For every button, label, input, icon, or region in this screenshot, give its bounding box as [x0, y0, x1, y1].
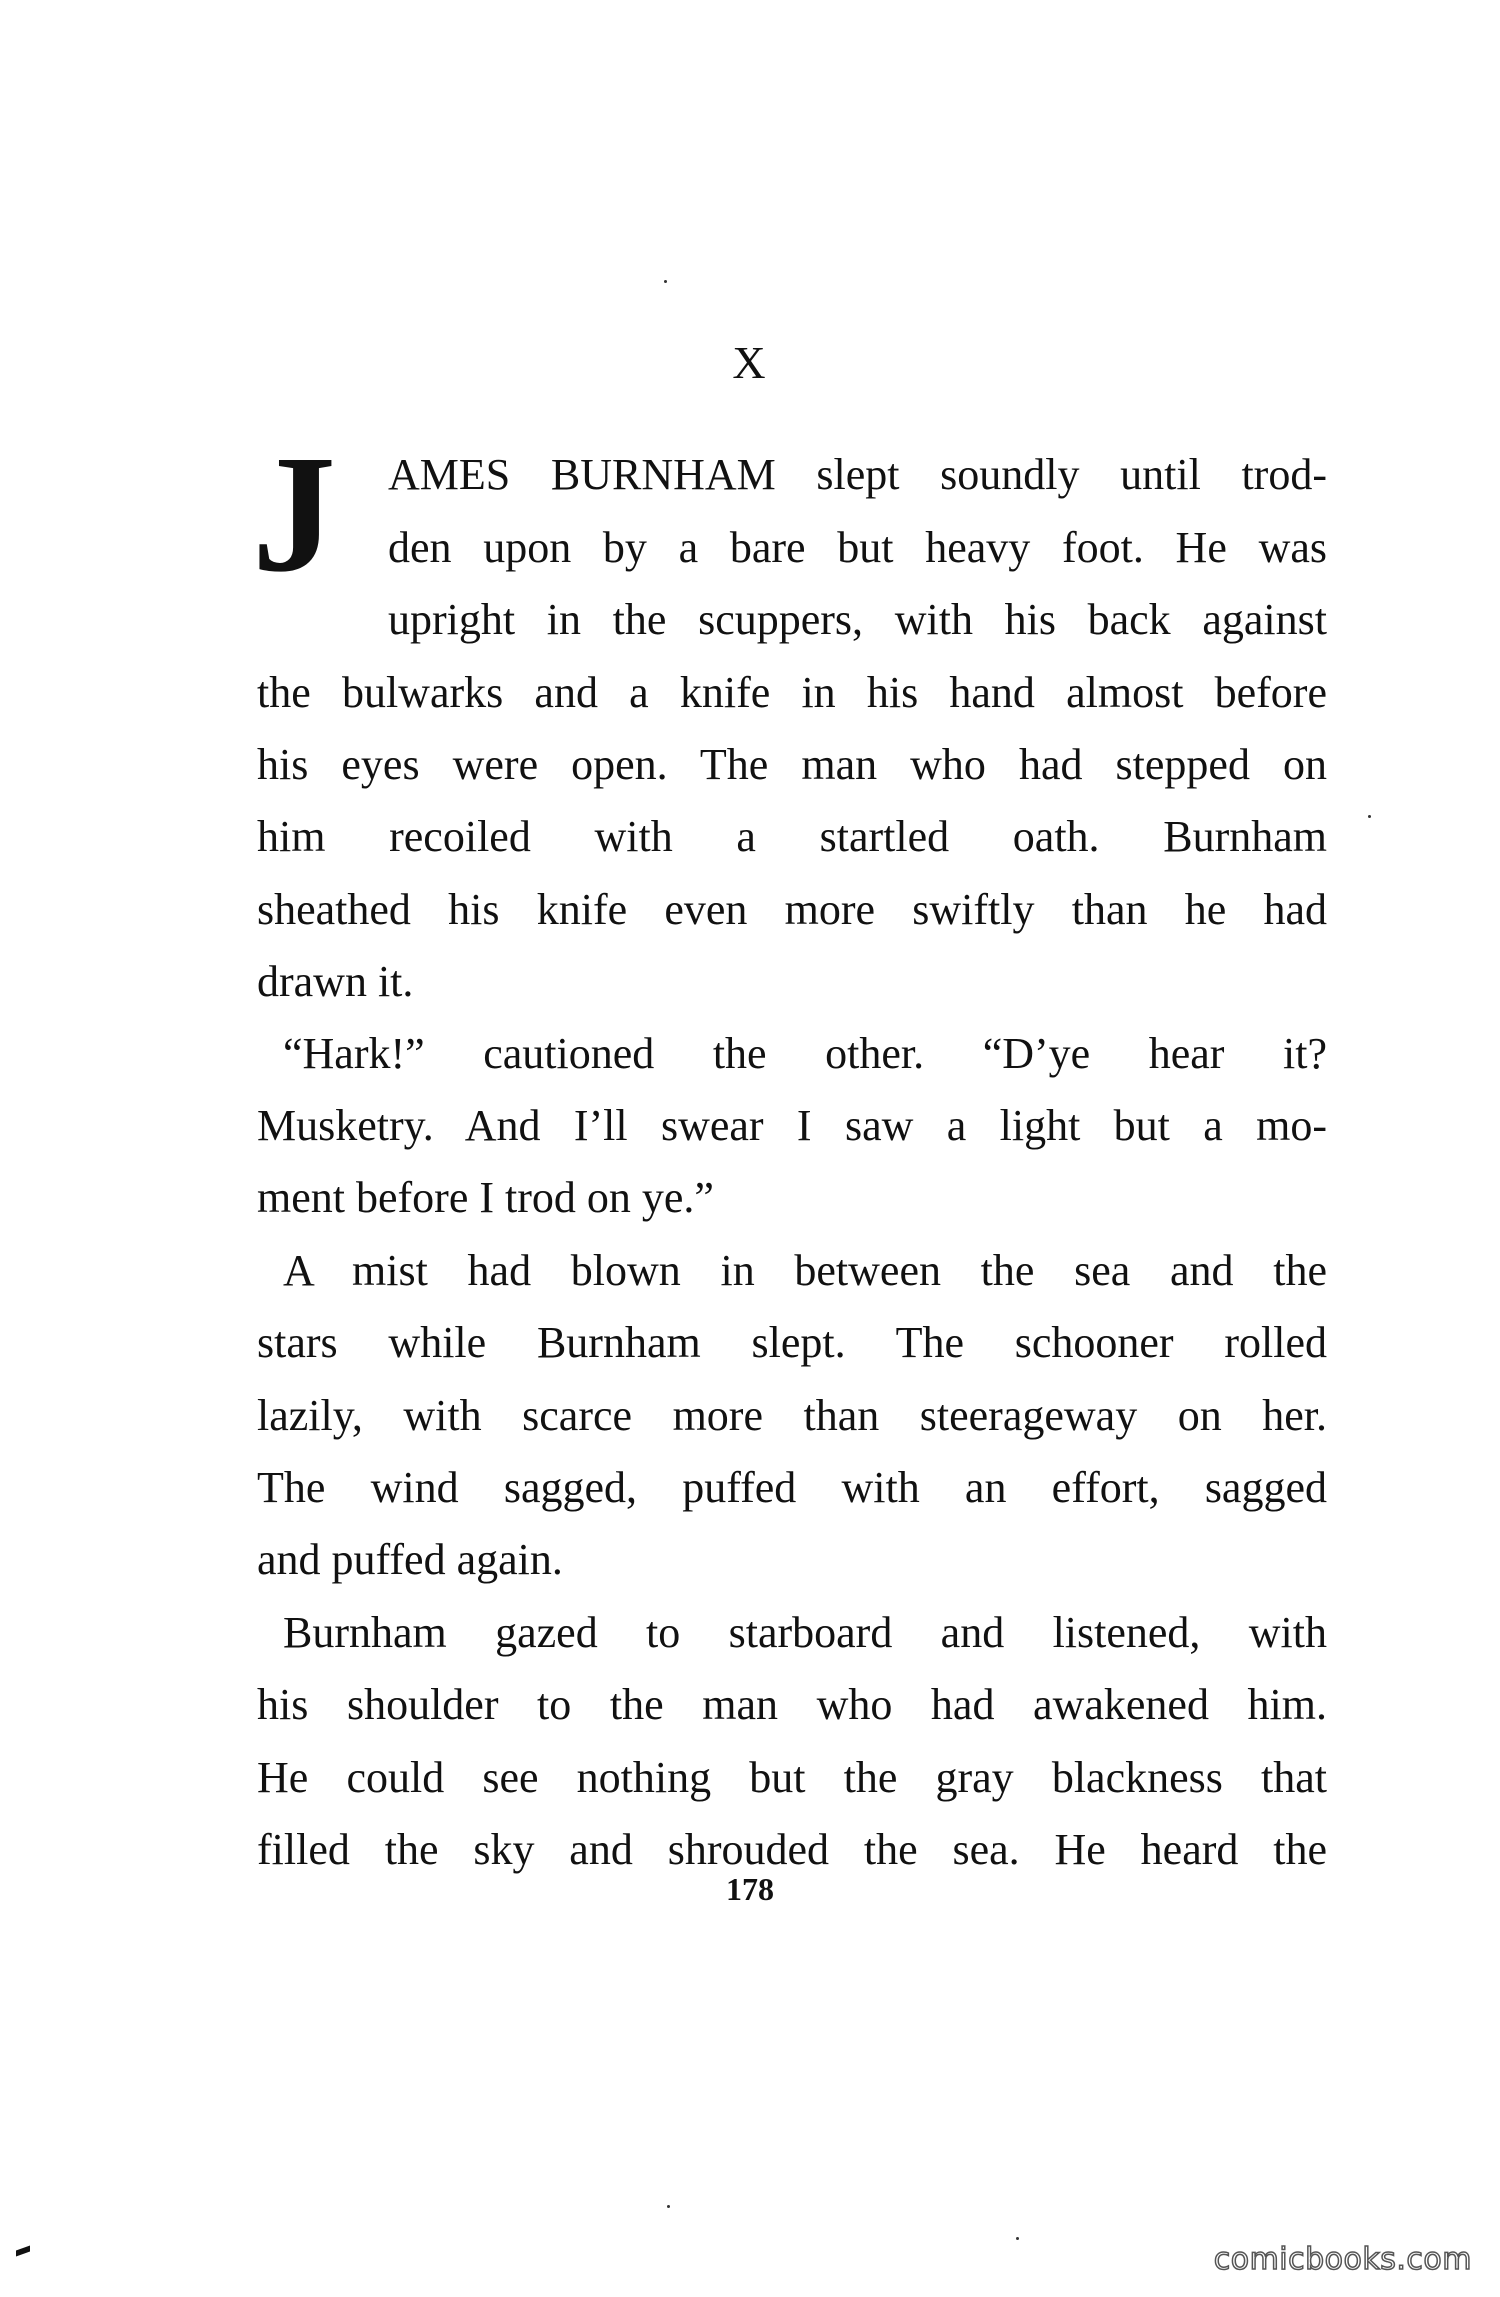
text-line: Burnham gazed to starboard and listened, with [283, 1608, 1327, 1657]
print-speck [1368, 815, 1371, 818]
page-number: 178 [726, 1871, 774, 1907]
text-line: He could see nothing but the gray blackness that [257, 1753, 1327, 1802]
text-line: A mist had blown in between the sea and the [283, 1246, 1327, 1295]
text-line: him recoiled with a startled oath. Burnham [257, 812, 1327, 861]
text-line: stars while Burnham slept. The schooner rolled [257, 1318, 1327, 1367]
text-line: AMES BURNHAM slept soundly until trod- [388, 450, 1327, 499]
text-line: his eyes were open. The man who had stepped on [257, 740, 1327, 789]
print-speck [1016, 2237, 1019, 2240]
text-line: den upon by a bare but heavy foot. He was [388, 523, 1327, 572]
text-line: the bulwarks and a knife in his hand almost before [257, 668, 1327, 717]
print-speck [667, 2205, 670, 2208]
text-line: lazily, with scarce more than steerageway on her. [257, 1391, 1327, 1440]
text-line: ment before I trod on ye.” [257, 1173, 714, 1222]
text-line: Musketry. And I’ll swear I saw a light but a mo- [257, 1101, 1327, 1150]
text-line: upright in the scuppers, with his back against [388, 595, 1327, 644]
text-line: his shoulder to the man who had awakened him. [257, 1680, 1327, 1729]
text-line: “Hark!” cautioned the other. “D’ye hear it? [283, 1029, 1327, 1078]
watermark: comicbooks.com [1213, 2242, 1472, 2277]
text-line: filled the sky and shrouded the sea. He heard the [257, 1825, 1327, 1874]
text-line: drawn it. [257, 957, 414, 1006]
print-speck [664, 280, 667, 283]
chapter-heading: X [732, 337, 768, 388]
scan-edge-mark [16, 2245, 30, 2256]
drop-cap: J [252, 421, 336, 607]
text-line: and puffed again. [257, 1535, 563, 1584]
text-line: sheathed his knife even more swiftly than he had [257, 885, 1327, 934]
text-line: The wind sagged, puffed with an effort, sagged [257, 1463, 1327, 1512]
